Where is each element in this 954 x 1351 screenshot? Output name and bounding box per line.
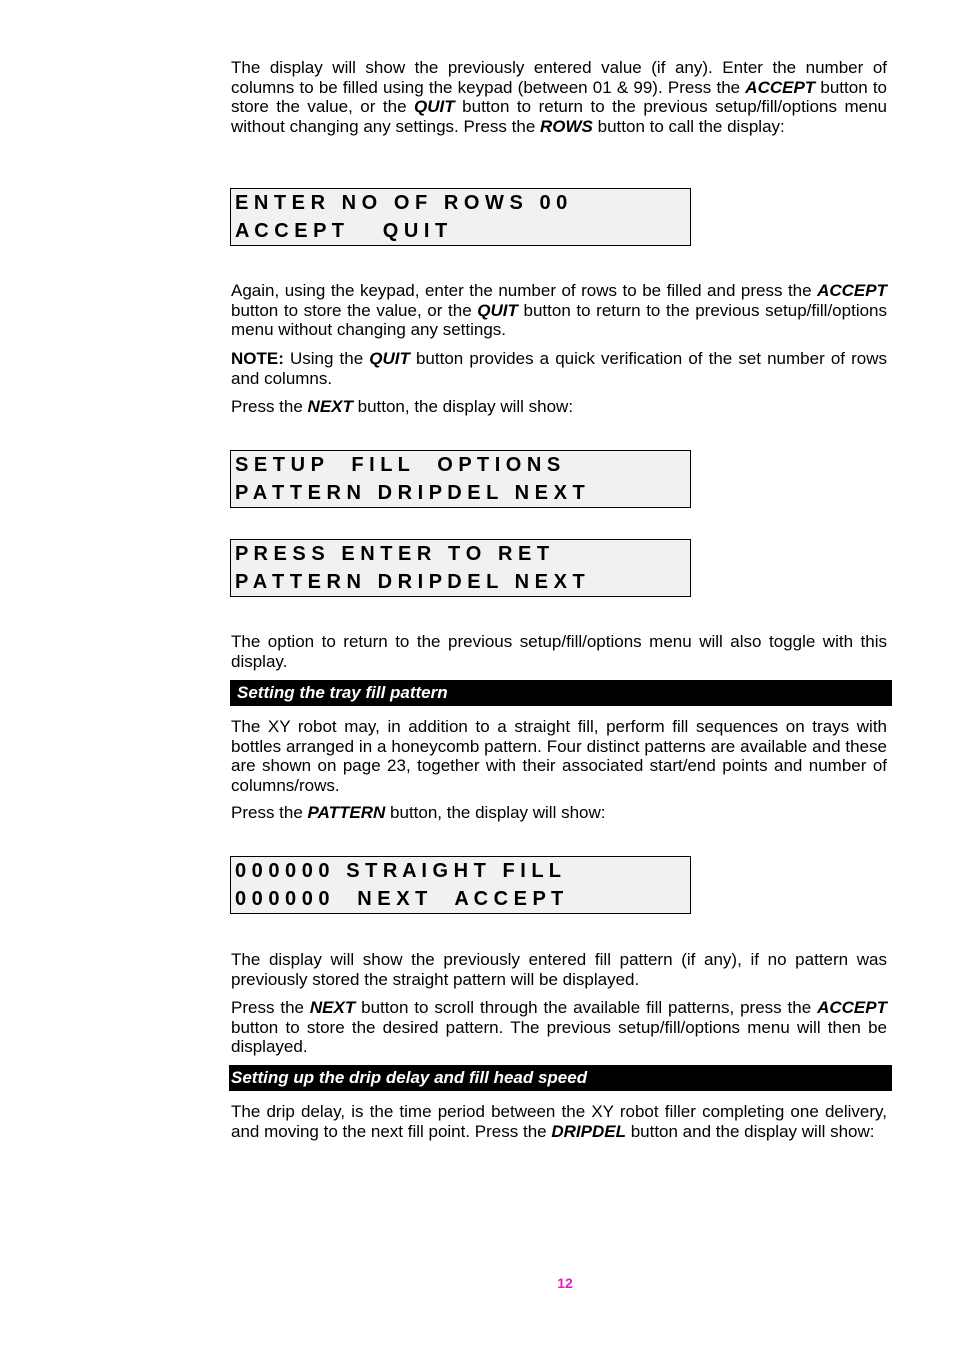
note-paragraph: NOTE: Using the QUIT button provides a quick verification of the set number of rows and columns. (231, 349, 887, 388)
note-label: NOTE: (231, 349, 284, 368)
lcd-line-2: P A T T E R N D R I P D E L N E X T (235, 571, 585, 593)
toggle-paragraph: The option to return to the previous setup/fill/options menu will also toggle with this display. (231, 632, 887, 671)
lcd-line-1: S E T U P F I L L O P T I O N S (235, 454, 561, 476)
intro-paragraph: The display will show the previously entered value (if any). Enter the number of columns to be filled using the keypad (between 01 & 99). Press the ACCEPT button to store the value, or the QUIT button to return to the previous setup/fill/options menu without changing any settings. Press the ROWS button to call the display: (231, 58, 888, 136)
lcd-line-2: P A T T E R N D R I P D E L N E X T (235, 482, 585, 504)
drip-delay-paragraph: The drip delay, is the time period between the XY robot filler completing one delivery, and moving to the next fill point. Press the DRIPDEL button and the display will show: (231, 1102, 887, 1141)
accept-keyword: ACCEPT (745, 77, 816, 97)
lcd-line-1: 0 0 0 0 0 0 S T R A I G H T F I L L (235, 860, 562, 882)
quit-keyword: QUIT (414, 97, 455, 116)
lcd-line-2: 0 0 0 0 0 0 N E X T A C C E P T (235, 888, 564, 910)
page-number: 12 (557, 1275, 573, 1291)
lcd-straight-fill (230, 856, 691, 914)
pattern-display-paragraph: The display will show the previously entered fill pattern (if any), if no pattern was previously stored the straight pattern will be displayed. (231, 950, 887, 989)
rows-paragraph: Again, using the keypad, enter the number of rows to be filled and press the ACCEPT button to store the value, or the QUIT button to return to the previous setup/fill/options menu without changing any settings. (231, 281, 888, 339)
lcd-setup-fill-options (230, 450, 691, 508)
lcd-line-1: E N T E R N O O F R O W S 0 0 (235, 192, 568, 214)
section-heading-fill-pattern: Setting the tray fill pattern (230, 680, 892, 706)
scroll-patterns-paragraph: Press the NEXT button to scroll through the available fill patterns, press the ACCEPT button to store the desired pattern. The previous setup/fill/options menu will then be displayed. (231, 998, 887, 1056)
section-heading-drip-delay: Setting up the drip delay and fill head speed (229, 1065, 892, 1091)
lcd-line-1: P R E S S E N T E R T O R E T (235, 543, 550, 565)
lcd-press-enter (230, 539, 691, 597)
lcd-enter-rows (230, 188, 691, 246)
lcd-line-2: A C C E P T Q U I T (235, 220, 448, 242)
press-next-paragraph: Press the NEXT button, the display will show: (231, 397, 574, 416)
press-pattern-paragraph: Press the PATTERN button, the display will show: (231, 803, 606, 822)
rows-keyword: ROWS (540, 116, 593, 136)
honeycomb-paragraph: The XY robot may, in addition to a straight fill, perform fill sequences on trays with bottles arranged in a honeycomb pattern. Four distinct patterns are available and these are shown on page 23, together with their associated start/end points and number of columns/rows. (231, 717, 887, 795)
